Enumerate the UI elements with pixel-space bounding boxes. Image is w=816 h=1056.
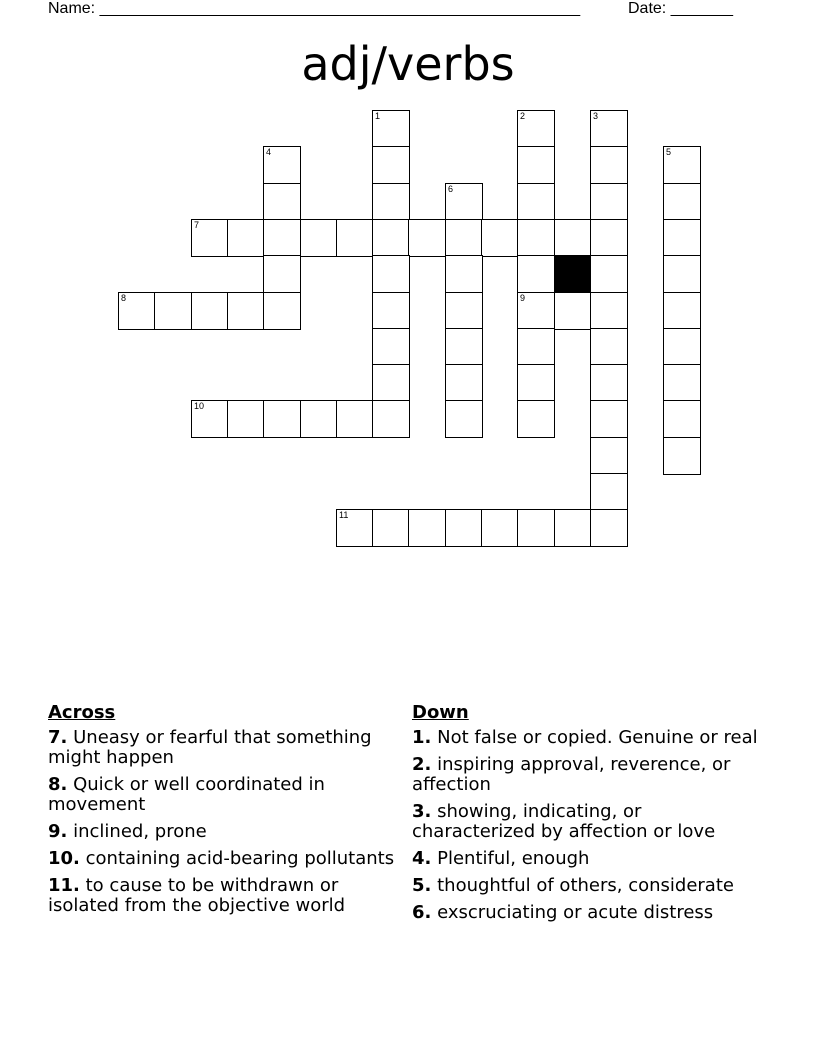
clue-number: 8 <box>121 293 127 303</box>
clue-text: Plentiful, enough <box>437 848 590 869</box>
name-field: Name: ______________________________________________________ <box>48 0 581 17</box>
grid-cell[interactable] <box>590 437 628 475</box>
grid-cell[interactable] <box>590 509 628 547</box>
clue-number-label: 5. <box>412 875 432 896</box>
clue-text: inclined, prone <box>73 821 207 842</box>
grid-cell[interactable] <box>300 219 338 257</box>
grid-cell[interactable] <box>372 183 410 221</box>
across-heading: Across <box>48 702 116 723</box>
clue-number: 3 <box>593 111 599 121</box>
across-clues <box>48 702 398 923</box>
clue-text: Quick or well coordinated in movement <box>48 774 325 815</box>
clue-text: Uneasy or fearful that something might happen <box>48 727 372 768</box>
down-heading: Down <box>412 702 469 723</box>
grid-cell[interactable] <box>372 509 410 547</box>
grid-cell[interactable] <box>663 219 701 257</box>
grid-cell[interactable] <box>372 328 410 366</box>
clue-number-label: 2. <box>412 754 432 775</box>
grid-cell[interactable] <box>663 400 701 438</box>
clue-number-label: 10. <box>48 848 80 869</box>
grid-cell[interactable] <box>445 183 483 221</box>
clue-number: 4 <box>266 147 272 157</box>
grid-cell[interactable] <box>445 364 483 402</box>
grid-cell[interactable] <box>408 219 446 257</box>
down-clue <box>412 802 762 842</box>
grid-cell[interactable] <box>227 400 265 438</box>
grid-cell[interactable] <box>517 328 555 366</box>
clue-number: 10 <box>194 401 205 411</box>
clue-number-label: 4. <box>412 848 432 869</box>
grid-cell[interactable] <box>118 292 156 330</box>
grid-cell[interactable] <box>191 219 229 257</box>
grid-cell[interactable] <box>445 328 483 366</box>
down-clue <box>412 755 762 795</box>
grid-cell[interactable] <box>517 146 555 184</box>
grid-cell[interactable] <box>372 292 410 330</box>
grid-cell[interactable] <box>445 255 483 293</box>
clue-number-label: 9. <box>48 821 68 842</box>
across-clue <box>48 822 398 842</box>
clue-number: 9 <box>520 293 526 303</box>
grid-cell[interactable] <box>191 292 229 330</box>
grid-cell[interactable] <box>517 364 555 402</box>
across-clue <box>48 876 398 916</box>
grid-cell[interactable] <box>336 219 374 257</box>
grid-cell[interactable] <box>263 400 301 438</box>
grid-cell[interactable] <box>663 292 701 330</box>
grid-cell[interactable] <box>517 400 555 438</box>
clue-text: Not false or copied. Genuine or real <box>437 727 758 748</box>
date-field: Date: _______ <box>628 0 733 17</box>
grid-cell[interactable] <box>517 110 555 148</box>
grid-cell[interactable] <box>663 183 701 221</box>
page-title: adj/verbs <box>301 37 515 91</box>
grid-cell[interactable] <box>372 400 410 438</box>
grid-cell[interactable] <box>336 400 374 438</box>
grid-cell[interactable] <box>590 473 628 511</box>
grid-cell[interactable] <box>300 400 338 438</box>
grid-cell[interactable] <box>517 183 555 221</box>
clue-number: 1 <box>375 111 381 121</box>
grid-cell[interactable] <box>481 219 519 257</box>
grid-cell[interactable] <box>554 292 592 330</box>
grid-cell[interactable] <box>263 292 301 330</box>
clue-number: 2 <box>520 111 526 121</box>
grid-cell[interactable] <box>517 509 555 547</box>
grid-cell[interactable] <box>663 146 701 184</box>
grid-cell[interactable] <box>154 292 192 330</box>
grid-cell[interactable] <box>372 110 410 148</box>
across-clue <box>48 728 398 768</box>
grid-cell[interactable] <box>445 219 483 257</box>
clue-text: containing acid-bearing pollutants <box>85 848 395 869</box>
grid-cell[interactable] <box>590 146 628 184</box>
clue-number-label: 7. <box>48 727 68 748</box>
clue-text: showing, indicating, or characterized by affection or love <box>412 801 716 842</box>
down-clue <box>412 728 762 748</box>
down-clues <box>412 702 762 930</box>
grid-cell[interactable] <box>408 509 446 547</box>
grid-cell[interactable] <box>263 255 301 293</box>
grid-cell[interactable] <box>372 364 410 402</box>
down-clue <box>412 903 762 923</box>
grid-cell[interactable] <box>336 509 374 547</box>
down-clue <box>412 876 762 896</box>
grid-cell[interactable] <box>445 292 483 330</box>
clue-text: to cause to be withdrawn or isolated from the objective world <box>48 875 346 916</box>
clue-number-label: 11. <box>48 875 80 896</box>
grid-cell[interactable] <box>590 328 628 366</box>
grid-cell[interactable] <box>554 509 592 547</box>
down-clue <box>412 849 762 869</box>
across-clue <box>48 849 398 869</box>
grid-cell[interactable] <box>227 219 265 257</box>
grid-cell[interactable] <box>663 364 701 402</box>
clue-number: 5 <box>666 147 672 157</box>
grid-cell[interactable] <box>590 110 628 148</box>
grid-cell[interactable] <box>263 219 301 257</box>
grid-cell[interactable] <box>590 219 628 257</box>
grid-cell[interactable] <box>590 364 628 402</box>
grid-cell[interactable] <box>445 400 483 438</box>
grid-cell[interactable] <box>227 292 265 330</box>
clue-number-label: 3. <box>412 801 432 822</box>
clue-number-label: 8. <box>48 774 68 795</box>
grid-cell[interactable] <box>663 437 701 475</box>
grid-cell[interactable] <box>663 328 701 366</box>
grid-cell[interactable] <box>663 255 701 293</box>
grid-cell[interactable] <box>263 146 301 184</box>
grid-cell[interactable] <box>590 255 628 293</box>
across-clue <box>48 775 398 815</box>
grid-cell[interactable] <box>445 509 483 547</box>
black-cell <box>554 255 592 293</box>
grid-cell[interactable] <box>372 255 410 293</box>
grid-cell[interactable] <box>372 219 410 257</box>
grid-cell[interactable] <box>590 400 628 438</box>
grid-cell[interactable] <box>517 219 555 257</box>
clue-text: thoughtful of others, considerate <box>437 875 734 896</box>
grid-cell[interactable] <box>481 509 519 547</box>
clue-number-label: 6. <box>412 902 432 923</box>
grid-cell[interactable] <box>554 219 592 257</box>
grid-cell[interactable] <box>590 183 628 221</box>
grid-cell[interactable] <box>263 183 301 221</box>
clue-number: 7 <box>194 220 200 230</box>
clue-text: inspiring approval, reverence, or affection <box>412 754 731 795</box>
clue-number: 11 <box>339 510 349 520</box>
grid-cell[interactable] <box>517 255 555 293</box>
clue-number: 6 <box>448 184 454 194</box>
grid-cell[interactable] <box>517 292 555 330</box>
grid-cell[interactable] <box>590 292 628 330</box>
grid-cell[interactable] <box>372 146 410 184</box>
clue-number-label: 1. <box>412 727 432 748</box>
clue-text: exscruciating or acute distress <box>437 902 714 923</box>
grid-cell[interactable] <box>191 400 229 438</box>
